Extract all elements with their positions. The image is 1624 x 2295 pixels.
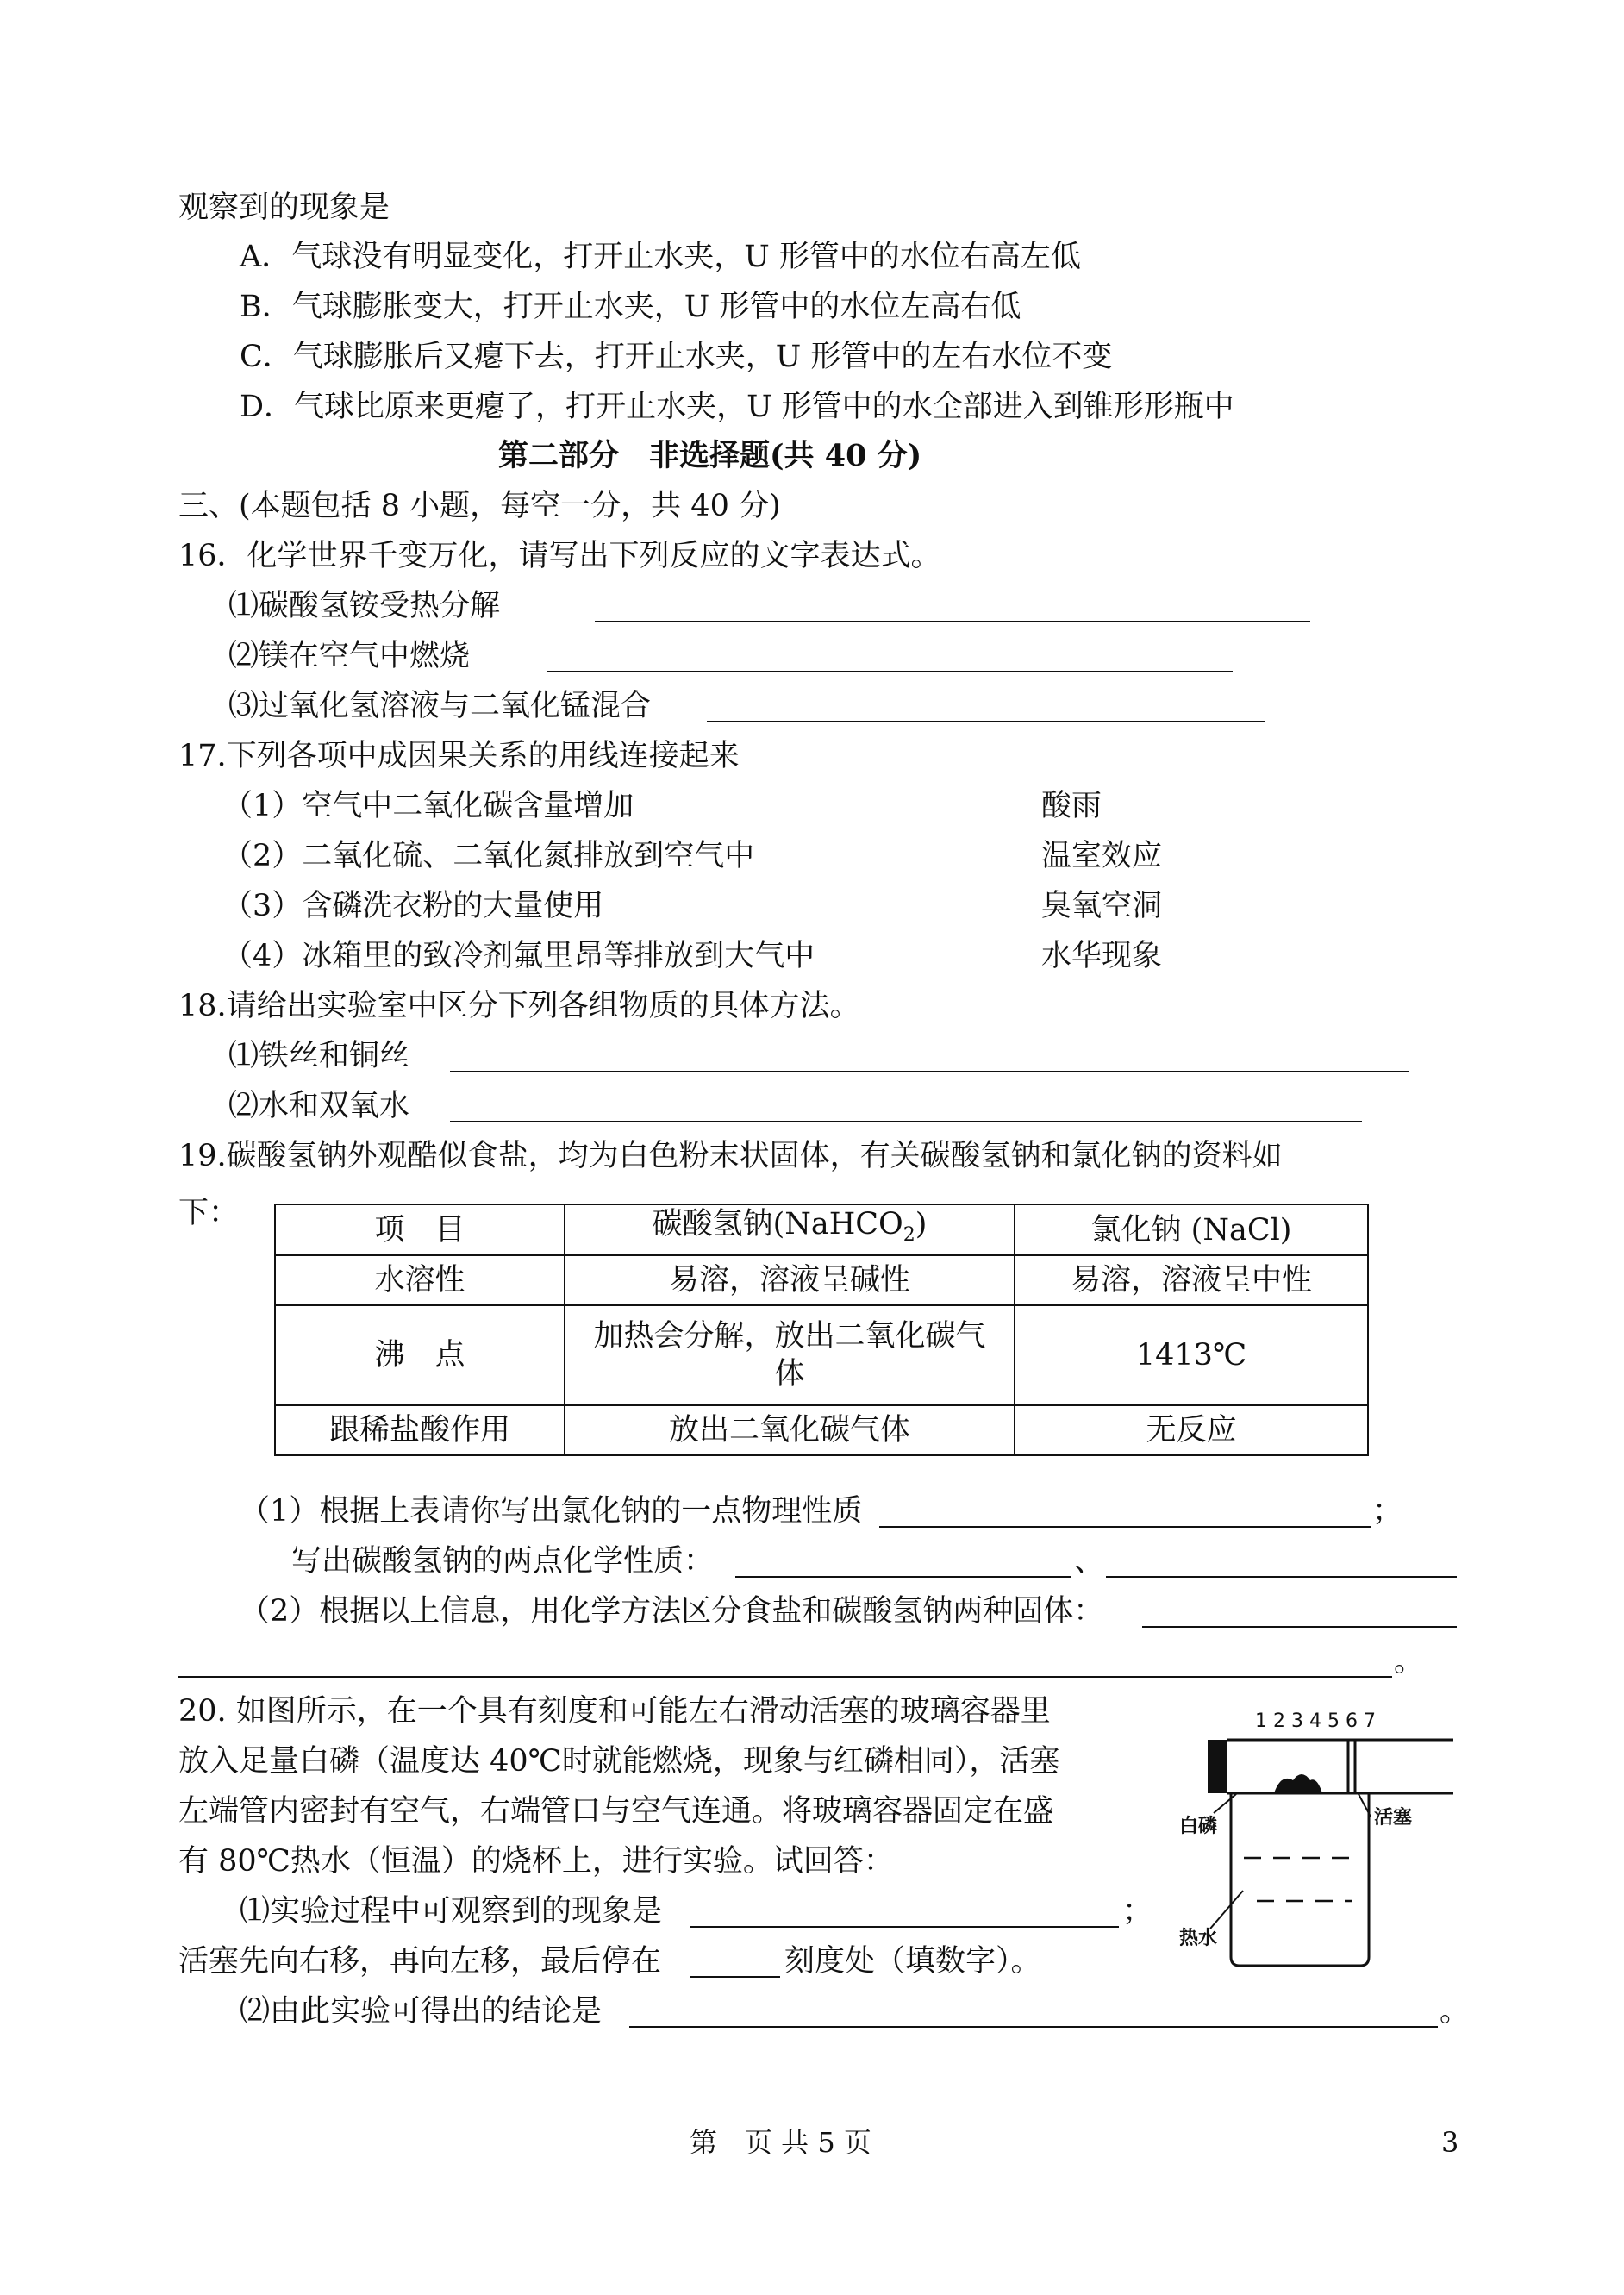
phosphorus-icon bbox=[1274, 1774, 1322, 1793]
answer-blank[interactable] bbox=[595, 595, 1310, 622]
period: 。 bbox=[1394, 1644, 1425, 1679]
answer-blank[interactable] bbox=[547, 645, 1233, 672]
q19-sub1: （1）根据上表请你写出氯化钠的一点物理性质 bbox=[240, 1494, 863, 1529]
table-header-cell: 碳酸氢钠(NaHCO$_2$) bbox=[565, 1204, 1015, 1255]
table-row bbox=[275, 1405, 1368, 1455]
page-number: 3 bbox=[1441, 2126, 1459, 2159]
table-cell: 放出二氧化碳气体 bbox=[565, 1405, 1015, 1455]
section-heading: 三、(本题包括 8 小题，每空一分，共 40 分) bbox=[178, 489, 781, 523]
label-water: 热水 bbox=[1179, 1928, 1218, 1949]
answer-blank[interactable] bbox=[735, 1550, 1071, 1578]
label-piston: 活塞 bbox=[1374, 1807, 1413, 1829]
piston-icon bbox=[1348, 1740, 1355, 1793]
q20-line-4: 有 80℃热水（恒温）的烧杯上，进行实验。试回答： bbox=[178, 1844, 894, 1879]
q19-sub2: （2）根据以上信息，用化学方法区分食盐和碳酸氢钠两种固体： bbox=[240, 1594, 1104, 1629]
stopper-icon bbox=[1208, 1740, 1227, 1793]
q17-cause-1: （1）空气中二氧化碳含量增加 bbox=[222, 789, 634, 823]
answer-blank[interactable] bbox=[450, 1095, 1362, 1122]
table-cell: 1413℃ bbox=[1015, 1305, 1368, 1405]
q19-stem-line2: 下： bbox=[178, 1196, 240, 1230]
q17-effect-3: 臭氧空洞 bbox=[1041, 889, 1163, 923]
table-cell: 易溶，溶液呈碱性 bbox=[565, 1255, 1015, 1305]
q18-item-1: ⑴铁丝和铜丝 bbox=[228, 1039, 410, 1073]
table-cell: 易溶，溶液呈中性 bbox=[1015, 1255, 1368, 1305]
property-table bbox=[274, 1204, 1369, 1456]
q20-sub2: ⑵由此实验可得出的结论是 bbox=[240, 1994, 603, 2029]
answer-blank[interactable] bbox=[879, 1500, 1371, 1528]
q19-stem-line1: 19.碳酸氢钠外观酷似食盐，均为白色粉末状固体，有关碳酸氢钠和氯化钠的资料如 bbox=[178, 1139, 1283, 1173]
table-header-cell: 项 目 bbox=[275, 1204, 565, 1255]
table-cell: 跟稀盐酸作用 bbox=[275, 1405, 565, 1455]
q18-item-2: ⑵水和双氧水 bbox=[228, 1089, 410, 1123]
semicolon: ； bbox=[1122, 1894, 1153, 1929]
option-b: B．气球膨胀变大，打开止水夹，U 形管中的水位左高右低 bbox=[240, 290, 1021, 324]
answer-blank[interactable] bbox=[1142, 1600, 1457, 1628]
answer-blank[interactable] bbox=[629, 2000, 1438, 2028]
table-cell: 水溶性 bbox=[275, 1255, 565, 1305]
q20-sub1-cont-b: 刻度处（填数字）。 bbox=[784, 1944, 1041, 1979]
separator: 、 bbox=[1074, 1544, 1105, 1579]
answer-blank[interactable] bbox=[690, 1950, 780, 1978]
answer-blank[interactable] bbox=[1106, 1550, 1457, 1578]
q17-effect-1: 酸雨 bbox=[1041, 789, 1102, 823]
option-d: D．气球比原来更瘪了，打开止水夹，U 形管中的水全部进入到锥形形瓶中 bbox=[240, 390, 1234, 424]
q20-sub1-cont: 活塞先向右移，再向左移，最后停在 bbox=[178, 1944, 662, 1979]
table-row bbox=[275, 1255, 1368, 1305]
semicolon: ； bbox=[1372, 1494, 1403, 1529]
part-title: 第二部分 非选择题(共 40 分) bbox=[498, 438, 922, 473]
q17-cause-3: （3）含磷洗衣粉的大量使用 bbox=[222, 889, 604, 923]
q16-item-2: ⑵镁在空气中燃烧 bbox=[228, 639, 471, 673]
q16-item-3: ⑶过氧化氢溶液与二氧化锰混合 bbox=[228, 689, 652, 723]
beaker-icon bbox=[1231, 1793, 1369, 1966]
q20-sub1: ⑴实验过程中可观察到的现象是 bbox=[240, 1894, 663, 1929]
period: 。 bbox=[1440, 1994, 1471, 2029]
q18-stem: 18.请给出实验室中区分下列各组物质的具体方法。 bbox=[178, 989, 860, 1023]
q17-effect-4: 水华现象 bbox=[1041, 939, 1163, 973]
option-a: A．气球没有明显变化，打开止水夹，U 形管中的水位右高左低 bbox=[240, 240, 1081, 274]
table-cell: 加热会分解，放出二氧化碳气 体 bbox=[565, 1305, 1015, 1405]
q20-line-1: 20. 如图所示，在一个具有刻度和可能左右滑动活塞的玻璃容器里 bbox=[178, 1694, 1051, 1729]
label-phosphorus: 白磷 bbox=[1179, 1816, 1218, 1837]
q20-line-2: 放入足量白磷（温度达 40℃时就能燃烧，现象与红磷相同），活塞 bbox=[178, 1744, 1060, 1779]
q17-stem: 17.下列各项中成因果关系的用线连接起来 bbox=[178, 739, 740, 773]
table-header-cell: 氯化钠 (NaCl) bbox=[1015, 1204, 1368, 1255]
table-cell: 沸 点 bbox=[275, 1305, 565, 1405]
q16-stem: 16．化学世界千变万化，请写出下列反应的文字表达式。 bbox=[178, 539, 941, 573]
q17-cause-4: （4）冰箱里的致冷剂氟里昂等排放到大气中 bbox=[222, 939, 815, 973]
apparatus-figure bbox=[1179, 1711, 1464, 1970]
q20-line-3: 左端管内密封有空气，右端管口与空气连通。将玻璃容器固定在盛 bbox=[178, 1794, 1054, 1829]
table-cell: 无反应 bbox=[1015, 1405, 1368, 1455]
q19-sub1-b: 写出碳酸氢钠的两点化学性质： bbox=[291, 1544, 715, 1579]
q16-item-1: ⑴碳酸氢铵受热分解 bbox=[228, 589, 501, 623]
q17-effect-2: 温室效应 bbox=[1041, 839, 1163, 873]
scale-labels: 1 2 3 4 5 6 7 bbox=[1255, 1711, 1376, 1732]
answer-blank[interactable] bbox=[690, 1900, 1119, 1928]
answer-blank[interactable] bbox=[707, 695, 1265, 722]
answer-blank[interactable] bbox=[178, 1650, 1392, 1678]
table-row bbox=[275, 1305, 1368, 1405]
table-header-row bbox=[275, 1204, 1368, 1255]
option-c: C．气球膨胀后又瘪下去，打开止水夹，U 形管中的左右水位不变 bbox=[240, 340, 1113, 374]
answer-blank[interactable] bbox=[450, 1045, 1409, 1072]
q17-cause-2: （2）二氧化硫、二氧化氮排放到空气中 bbox=[222, 839, 755, 873]
question-lead: 观察到的现象是 bbox=[178, 191, 390, 225]
page-footer: 第 页 共 5 页 bbox=[690, 2126, 871, 2159]
